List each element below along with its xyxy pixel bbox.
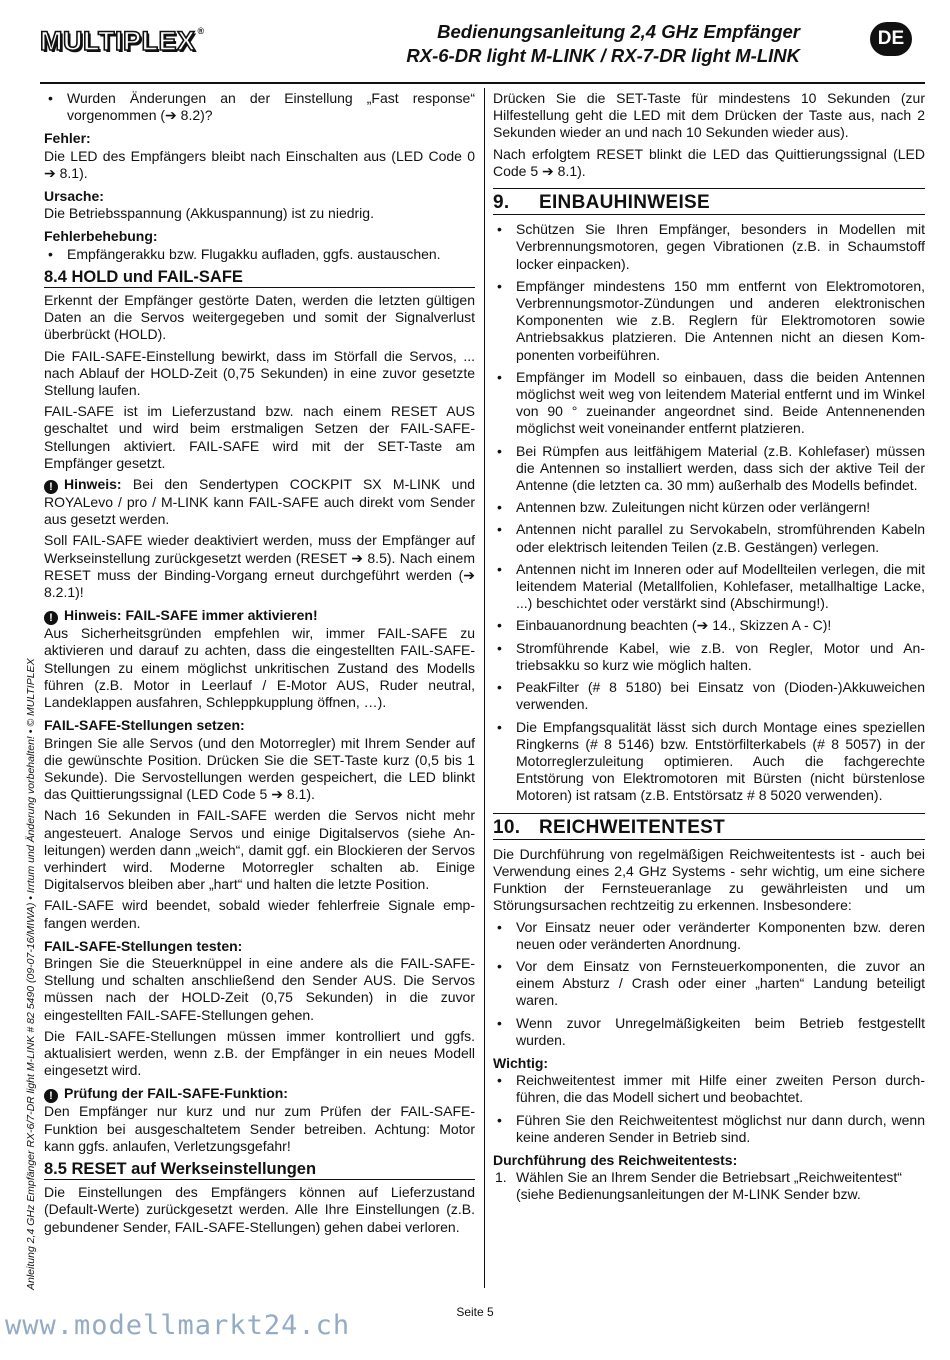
list-item: • Antennen nicht im Inneren oder auf Modellteilen verlegen, die mit leitendem Material (Metallfolien, Kohlefaser, metallhaltige Lacke, ...) beschichtet oder verstärkt sind (Abschirmung!). xyxy=(493,561,925,613)
sidebar-imprint: Anleitung 2,4 GHz Empfänger RX-6/7-DR light M-LINK # 82 5490 (09-07-16/MIWA) • Irrtum und Änderung vorbehalten! • © MULTIPLEX xyxy=(25,658,37,1290)
paragraph: Nach 16 Sekunden in FAIL-SAFE werden die Servos nicht mehr angesteuert. Analoge Servos und einige Digitalservos (siehe Anleitungen) werden dann „weich“, damit ggf. ein Blockieren der Servos verhindert wird. Moderne Motorregler schalten ab. Einige Digitalservos bleiben aber „hart“ und halten die letzte Position. xyxy=(44,807,475,893)
right-column xyxy=(493,90,925,1208)
page-header xyxy=(0,0,950,80)
procedure-label: Durchführung des Reichweitentests: xyxy=(493,1151,738,1168)
column-divider xyxy=(484,88,485,1288)
wichtig-label: Wichtig: xyxy=(493,1054,549,1071)
list-item: • Die Empfangsqualität lässt sich durch Montage eines speziellen Ringkerns (# 8 5146) bzw. Entstörfilterkabels (# 8 5057) in der Motorreglerzuleitung optimieren. Auch die fachgerechte Entstörung von Elektromotoren mit Bürsten (nicht bürstenlose Motoren) ist ratsam (z.B. Entstörsatz # 8 5020 verwenden). xyxy=(493,719,925,805)
test-failsafe-label: FAIL-SAFE-Stellungen testen: xyxy=(44,937,243,954)
list-item: • Empfänger mindestens 150 mm entfernt von Elektromotoren, Verbrennungsmotor-Zündungen und anderen elektronischen Komponenten wie z.B. Reglern für Elektromotoren sowie Antriebsakkus platzieren. Die Antennen nicht an diesen Komponenten vorbeiführen. xyxy=(493,278,925,364)
info-icon: ! xyxy=(44,1089,58,1103)
list-item: • Stromführende Kabel, wie z.B. von Regler, Motor und Antriebsakku so kurz wie möglich halten. xyxy=(493,640,925,674)
left-column xyxy=(44,90,475,1240)
numbered-step: 1. Wählen Sie an Ihrem Sender die Betriebsart „Reichweitentest“ (siehe Bedienungsanleitungen der M-LINK Sender bzw. xyxy=(495,1169,902,1203)
section-heading-8-5: 8.5 RESET auf Werkseinstellungen xyxy=(44,1161,475,1180)
paragraph: Nach erfolgtem RESET blinkt die LED das Quittierungssignal (LED Code 5 ➔ 8.1). xyxy=(493,145,925,179)
paragraph: Die FAIL-SAFE-Einstellung bewirkt, dass im Störfall die Servos, ... nach Ablauf der HOLD-Zeit (0,75 Sekunden) in eine zuvor gesetzte Stellung laufen. xyxy=(44,347,475,399)
ursache-text: Die Betriebsspannung (Akkuspannung) ist zu niedrig. xyxy=(44,205,374,222)
fehler-text: Die LED des Empfängers bleibt nach Einschalten aus (LED Code 0 ➔ 8.1). xyxy=(44,147,475,181)
language-badge: DE xyxy=(870,22,912,56)
watermark-url: www.modellmarkt24.ch xyxy=(5,1310,351,1341)
list-item: • Wurden Änderungen an der Einstellung „Fast response“ vorgenommen (➔ 8.2)? xyxy=(44,90,475,124)
list-item: • Reichweitentest immer mit Hilfe einer zweiten Person durchführen, die das Modell sichert und beobachtet. xyxy=(493,1072,925,1106)
multiplex-logo: MULTIPLEX ® xyxy=(40,26,205,56)
fehlerbehebung-label: Fehlerbehebung: xyxy=(44,228,158,245)
paragraph: Drücken Sie die SET-Taste für mindestens 10 Sekunden (zur Hilfestellung geht die LED mit dem Drücken der Taste aus, nach 2 Sekunden wieder an und nach 10 Sekunden wieder aus). xyxy=(493,90,925,141)
list-item: • Schützen Sie Ihren Empfänger, besonders in Modellen mit Verbrennungsmotoren, gegen Vibrationen (z.B. in Schaumstoff locker einpacken). xyxy=(493,221,925,273)
chapter-heading-9: 9. EINBAUHINWEISE xyxy=(493,188,925,215)
list-item: • Wenn zuvor Unregelmäßigkeiten beim Betrieb festgestellt wurden. xyxy=(493,1015,925,1049)
paragraph: Aus Sicherheitsgründen empfehlen wir, immer FAIL-SAFE zu aktivieren und darauf zu achten, dass die eingestellten FAIL-SAFE-Stellungen zu einem möglichst unkritischen Zustand des Modells führen (z.B. Motor in Leerlauf / E-Motor AUS, Ruder neutral, Landeklappen ausfahren, Schleppkupplung öffnen, …). xyxy=(44,625,475,711)
paragraph: Die Durchführung von regelmäßigen Reichweitentests ist - auch bei Verwendung eines 2,4 GHz Systems - sehr wichtig, um eine sichere Funktion der Fernsteueranlage zu gewährleisten und um Störungsursachen rechtzeitig zu erkennen. Insbesondere: xyxy=(493,845,925,914)
list-item: • Empfänger im Modell so einbauen, dass die beiden Antennen möglichst weit weg von leitendem Material entfernt und im Winkel von 90 ° zueinander angeordnet sind. Beide Antennenenden möglichst weit voneinander entfernt platzieren. xyxy=(493,369,925,438)
chapter-heading-10: 10. REICHWEITENTEST xyxy=(493,813,925,840)
paragraph: Den Empfänger nur kurz und nur zum Prüfen der FAIL-SAFE-Funktion bei ausgeschaltetem Sender betreiben. Achtung: Motor kann ggfs. anlaufen, Verletzungsgefahr! xyxy=(44,1103,475,1154)
header-divider xyxy=(40,82,925,84)
ursache-label: Ursache: xyxy=(44,188,104,205)
paragraph: Bringen Sie die Steuerknüppel in eine andere als die FAIL-SAFE-Stellung und schalten anschließend den Sender AUS. Die Servos müssen nach der HOLD-Zeit (0,75 Sekunden) in die zuvor eingestellten FAIL-SAFE-Stellungen gehen. xyxy=(44,954,475,1023)
list-item: • Vor dem Einsatz von Fernsteuerkomponenten, die zuvor an einem Absturz / Crash oder einer „harten“ Landung beteiligt waren. xyxy=(493,958,925,1010)
list-item: • Einbauanordnung beachten (➔ 14., Skizzen A - C)! xyxy=(493,617,925,634)
paragraph: FAIL-SAFE wird beendet, sobald wieder fehlerfreie Signale empfangen werden. xyxy=(44,897,475,931)
list-item: • Antennen bzw. Zuleitungen nicht kürzen oder verlängern! xyxy=(493,499,925,516)
info-icon: ! xyxy=(44,611,58,625)
hint-paragraph: ! Hinweis: Bei den Sendertypen COCKPIT SX M-LINK und ROYALevo / pro / M-LINK kann FAIL-SAFE auch direkt vom Sender aus gesetzt werden. xyxy=(44,476,476,528)
hint-heading: ! Hinweis: FAIL-SAFE immer aktivieren! xyxy=(44,607,475,625)
fehler-label: Fehler: xyxy=(44,130,91,147)
set-failsafe-label: FAIL-SAFE-Stellungen setzen: xyxy=(44,717,245,734)
list-item: • PeakFilter (# 8 5180) bei Einsatz von (Dioden-)Akkuweichen verwenden. xyxy=(493,679,925,713)
page-number: Seite 5 xyxy=(456,1305,494,1319)
paragraph: Die FAIL-SAFE-Stellungen müssen immer kontrolliert und ggfs. aktualisiert werden, wenn z.B. der Empfänger in ein neues Modell eingesetzt wird. xyxy=(44,1027,475,1079)
list-item: • Antennen nicht parallel zu Servokabeln, stromführenden Kabeln oder elektrisch leitenden Teilen (z.B. Gestängen) verlegen. xyxy=(493,521,925,555)
paragraph: Die Einstellungen des Empfängers können auf Lieferzustand (Default-Werte) zurückgesetzt werden. Alle Ihre Einstellungen (z.B. gebundener Sender, FAIL-SAFE-Stellungen) gehen dabei verloren. xyxy=(44,1184,475,1235)
paragraph: Bringen Sie alle Servos (und den Motorregler) mit Ihrem Sender auf die gewünschte Position. Drücken Sie die SET-Taste kurz (0,5 bis 1 Sekunde). Die Servostellungen werden gespeichert, die LED blinkt das Quittierungssignal (LED Code 5 ➔ 8.1). xyxy=(44,734,475,803)
list-item: • Bei Rümpfen aus leitfähigem Material (z.B. Kohlefaser) müssen die Antennen so installiert werden, dass sich der aktive Teil der Antenne (die letzten ca. 30 mm) außerhalb des Modells befindet. xyxy=(493,443,925,495)
paragraph: FAIL-SAFE ist im Lieferzustand bzw. nach einem RESET AUS geschaltet und wird beim erstmaligen Setzen der FAIL-SAFE-Stellungen aktiviert. FAIL-SAFE wird mit der SET-Taste am Empfänger gesetzt. xyxy=(44,403,475,471)
hint-heading: ! Prüfung der FAIL-SAFE-Funktion: xyxy=(44,1085,475,1103)
paragraph: Soll FAIL-SAFE wieder deaktiviert werden, muss der Empfänger auf Werkseinstellung zurückgesetzt werden (RESET ➔ 8.5). Nach einem RESET muss der Binding-Vorgang erneut durchgeführt werden (➔ 8.2.1)! xyxy=(44,532,475,601)
list-item: • Empfängerakku bzw. Flugakku aufladen, ggfs. austauschen. xyxy=(44,246,475,263)
list-item: • Vor Einsatz neuer oder veränderter Komponenten bzw. deren neuen oder veränderten Anordnung. xyxy=(493,919,925,953)
info-icon: ! xyxy=(44,480,58,494)
section-heading-8-4: 8.4 HOLD und FAIL-SAFE xyxy=(44,269,475,288)
list-item: • Führen Sie den Reichweitentest möglichst nur dann durch, wenn keine anderen Sender in Betrieb sind. xyxy=(493,1112,925,1146)
document-title: Bedienungsanleitung 2,4 GHz Empfänger RX-6-DR light M-LINK / RX-7-DR light M-LINK xyxy=(406,21,800,66)
paragraph: Erkennt der Empfänger gestörte Daten, werden die letzten gültigen Daten an die Servos weitergegeben und somit der Signalverlust überbrückt (HOLD). xyxy=(44,292,475,343)
